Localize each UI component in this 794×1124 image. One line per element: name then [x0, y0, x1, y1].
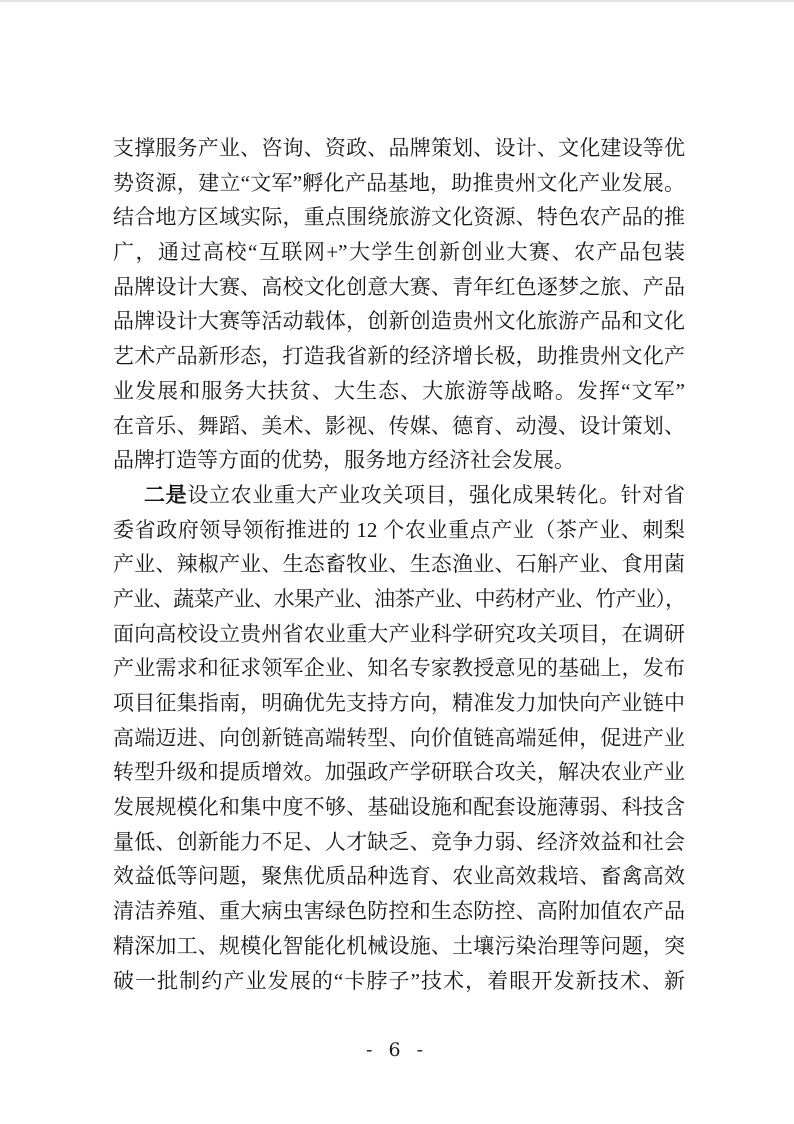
text-line: 高端迈进、向创新链高端转型、向价值链高端延伸，促进产业 — [113, 725, 685, 750]
text-line: 支撑服务产业、咨询、资政、品牌策划、设计、文化建设等优 — [113, 136, 685, 160]
text-line: 势资源，建立“文军”孵化产品基地，助推贵州文化产业发展。 — [113, 170, 685, 195]
page-number: - 6 - — [365, 1039, 428, 1061]
text-line: 在音乐、舞蹈、美术、影视、传媒、德育、动漫、设计策划、 — [113, 413, 685, 438]
paragraph — [113, 131, 685, 478]
text-line: 业发展和服务大扶贫、大生态、大旅游等战略。发挥“文军” — [113, 378, 685, 403]
text-line: 产业、蔬菜产业、水果产业、油茶产业、中药材产业、竹产业）， — [113, 586, 685, 611]
text-line: 品牌设计大赛等活动载体，创新创造贵州文化旅游产品和文化 — [113, 309, 685, 334]
text-line: 量低、创新能力不足、人才缺乏、竞争力弱、经济效益和社会 — [113, 829, 685, 854]
text-line: 清洁养殖、重大病虫害绿色防控和生态防控、高附加值农产品 — [113, 899, 685, 924]
text-line: 项目征集指南，明确优先支持方向，精准发力加快向产业链中 — [113, 691, 685, 715]
text-line: 精深加工、规模化智能化机械设施、土壤污染治理等问题，突 — [113, 933, 685, 958]
bold-lead: 二是 — [144, 482, 188, 507]
text-line: 二是设立农业重大产业攻关项目，强化成果转化。针对省 — [144, 482, 685, 507]
text-line: 破一批制约产业发展的“卡脖子”技术，着眼开发新技术、新 — [113, 968, 685, 993]
text-line: 品牌打造等方面的优势，服务地方经济社会发展。 — [113, 448, 575, 473]
document-body — [113, 131, 685, 998]
text-line: 面向高校设立贵州省农业重大产业科学研究攻关项目，在调研 — [113, 621, 685, 646]
paragraph — [113, 478, 685, 998]
text-line: 结合地方区域实际，重点围绕旅游文化资源、特色农产品的推 — [113, 205, 685, 230]
text-line: 发展规模化和集中度不够、基础设施和配套设施薄弱、科技含 — [113, 795, 685, 820]
text-line: 艺术产品新形态，打造我省新的经济增长极，助推贵州文化产 — [113, 344, 685, 369]
text-line: 品牌设计大赛、高校文化创意大赛、青年红色逐梦之旅、产品 — [113, 274, 685, 299]
text-line: 委省政府领导领衔推进的 12 个农业重点产业（茶产业、刺梨 — [113, 517, 685, 542]
text-line: 效益低等问题，聚焦优质品种选育、农业高效栽培、畜禽高效 — [113, 864, 685, 889]
text-line: 广，通过高校“互联网+”大学生创新创业大赛、农产品包装 — [113, 240, 685, 265]
scan-edge-artifact — [0, 0, 794, 2]
text-line: 转型升级和提质增效。加强政产学研联合攻关，解决农业产业 — [113, 760, 685, 785]
text-line: 产业、辣椒产业、生态畜牧业、生态渔业、石斛产业、食用菌 — [113, 552, 685, 577]
text-line: 产业需求和征求领军企业、知名专家教授意见的基础上，发布 — [113, 656, 685, 681]
